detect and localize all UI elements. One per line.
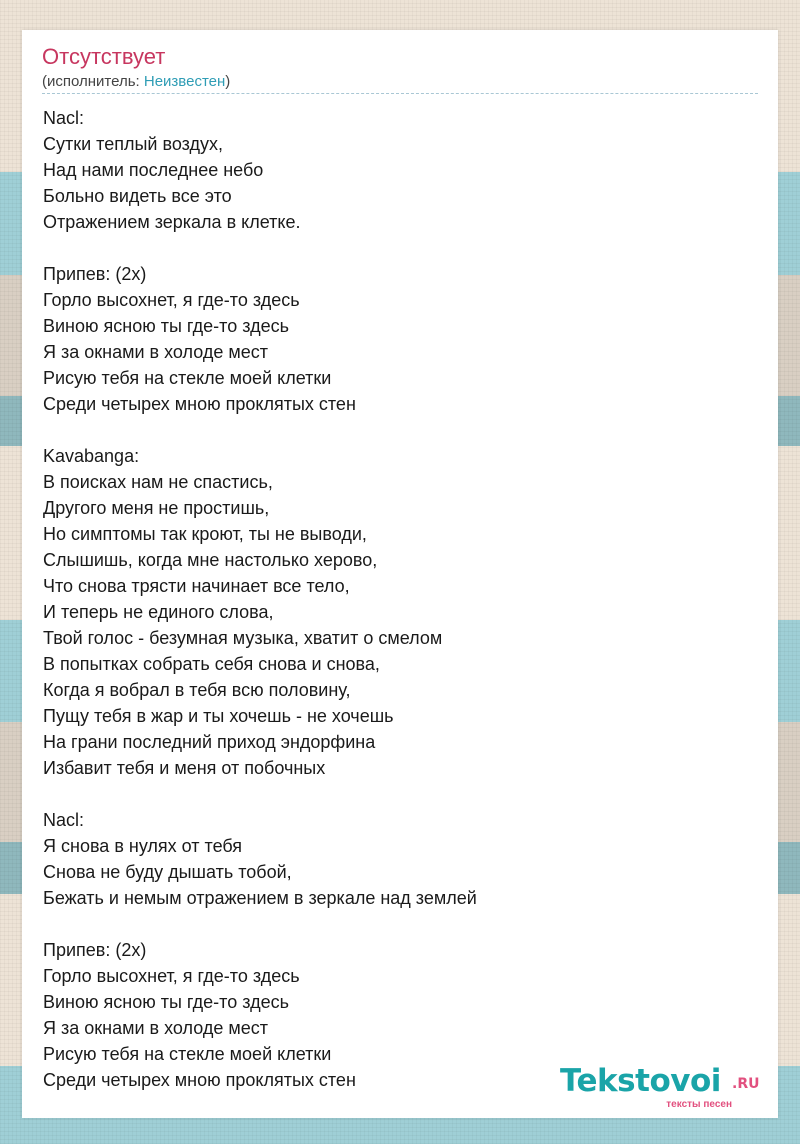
lyric-line: Отражением зеркала в клетке. — [43, 212, 301, 232]
lyric-line: Над нами последнее небо — [43, 160, 264, 180]
lyric-blank-line — [43, 235, 477, 261]
lyric-line: Пущу тебя в жар и ты хочешь - не хочешь — [43, 706, 394, 726]
logo-tagline: тексты песен — [666, 1099, 732, 1110]
lyric-line: Я снова в нулях от тебя — [43, 836, 243, 856]
lyric-line: Nacl: — [43, 108, 85, 128]
lyric-line: Nacl: — [43, 810, 85, 830]
divider — [42, 93, 758, 94]
lyric-line: Но симптомы так кроют, ты не выводи, — [43, 524, 367, 544]
lyrics-sheet — [22, 30, 778, 1118]
lyric-line: Среди четырех мною проклятых стен — [43, 394, 356, 414]
lyric-line: Сутки теплый воздух, — [43, 134, 223, 154]
lyric-line: Виною ясною ты где-то здесь — [43, 316, 289, 336]
lyric-line: Слышишь, когда мне настолько херово, — [43, 550, 378, 570]
artist-prefix: (исполнитель: — [42, 73, 144, 90]
lyric-line: В поисках нам не спастись, — [43, 472, 273, 492]
lyric-line: Виною ясною ты где-то здесь — [43, 992, 289, 1012]
artist-link[interactable]: Неизвестен — [143, 73, 226, 90]
lyric-line: Горло высохнет, я где-то здесь — [43, 966, 300, 986]
lyrics-text — [43, 105, 477, 1093]
lyric-line: И теперь не единого слова, — [43, 602, 274, 622]
lyric-line: Другого меня не простишь, — [43, 498, 270, 518]
lyric-line: Я за окнами в холоде мест — [43, 342, 268, 362]
lyric-line: Избавит тебя и меня от побочных — [43, 758, 326, 778]
lyric-line: Бежать и немым отражением в зеркале над землей — [43, 888, 477, 908]
tekstovoi-logo[interactable] — [560, 1062, 770, 1116]
lyric-line: Что снова трясти начинает все тело, — [43, 576, 350, 596]
logo-domain: .RU — [732, 1076, 760, 1092]
lyric-line: Я за окнами в холоде мест — [43, 1018, 268, 1038]
artist-suffix: ) — [225, 73, 231, 90]
lyric-line: Снова не буду дышать тобой, — [43, 862, 292, 882]
lyric-line: В попытках собрать себя снова и снова, — [43, 654, 380, 674]
lyric-line: Припев: (2х) — [43, 264, 147, 284]
song-title: Отсутствует — [42, 44, 166, 69]
lyric-line: Твой голос - безумная музыка, хватит о смелом — [43, 628, 443, 648]
artist-line — [42, 73, 230, 91]
lyric-blank-line — [43, 781, 477, 807]
lyric-line: Рисую тебя на стекле моей клетки — [43, 368, 332, 388]
lyric-line: Рисую тебя на стекле моей клетки — [43, 1044, 332, 1064]
lyric-blank-line — [43, 911, 477, 937]
logo-wordmark: Tekstovoi — [560, 1063, 721, 1099]
lyric-line: Kavabanga: — [43, 446, 140, 466]
lyric-line: Среди четырех мною проклятых стен — [43, 1070, 356, 1090]
lyric-line: Горло высохнет, я где-то здесь — [43, 290, 300, 310]
lyric-line: Когда я вобрал в тебя всю половину, — [43, 680, 351, 700]
lyric-line: На грани последний приход эндорфина — [43, 732, 376, 752]
lyric-line: Припев: (2х) — [43, 940, 147, 960]
lyric-blank-line — [43, 417, 477, 443]
lyric-line: Больно видеть все это — [43, 186, 232, 206]
